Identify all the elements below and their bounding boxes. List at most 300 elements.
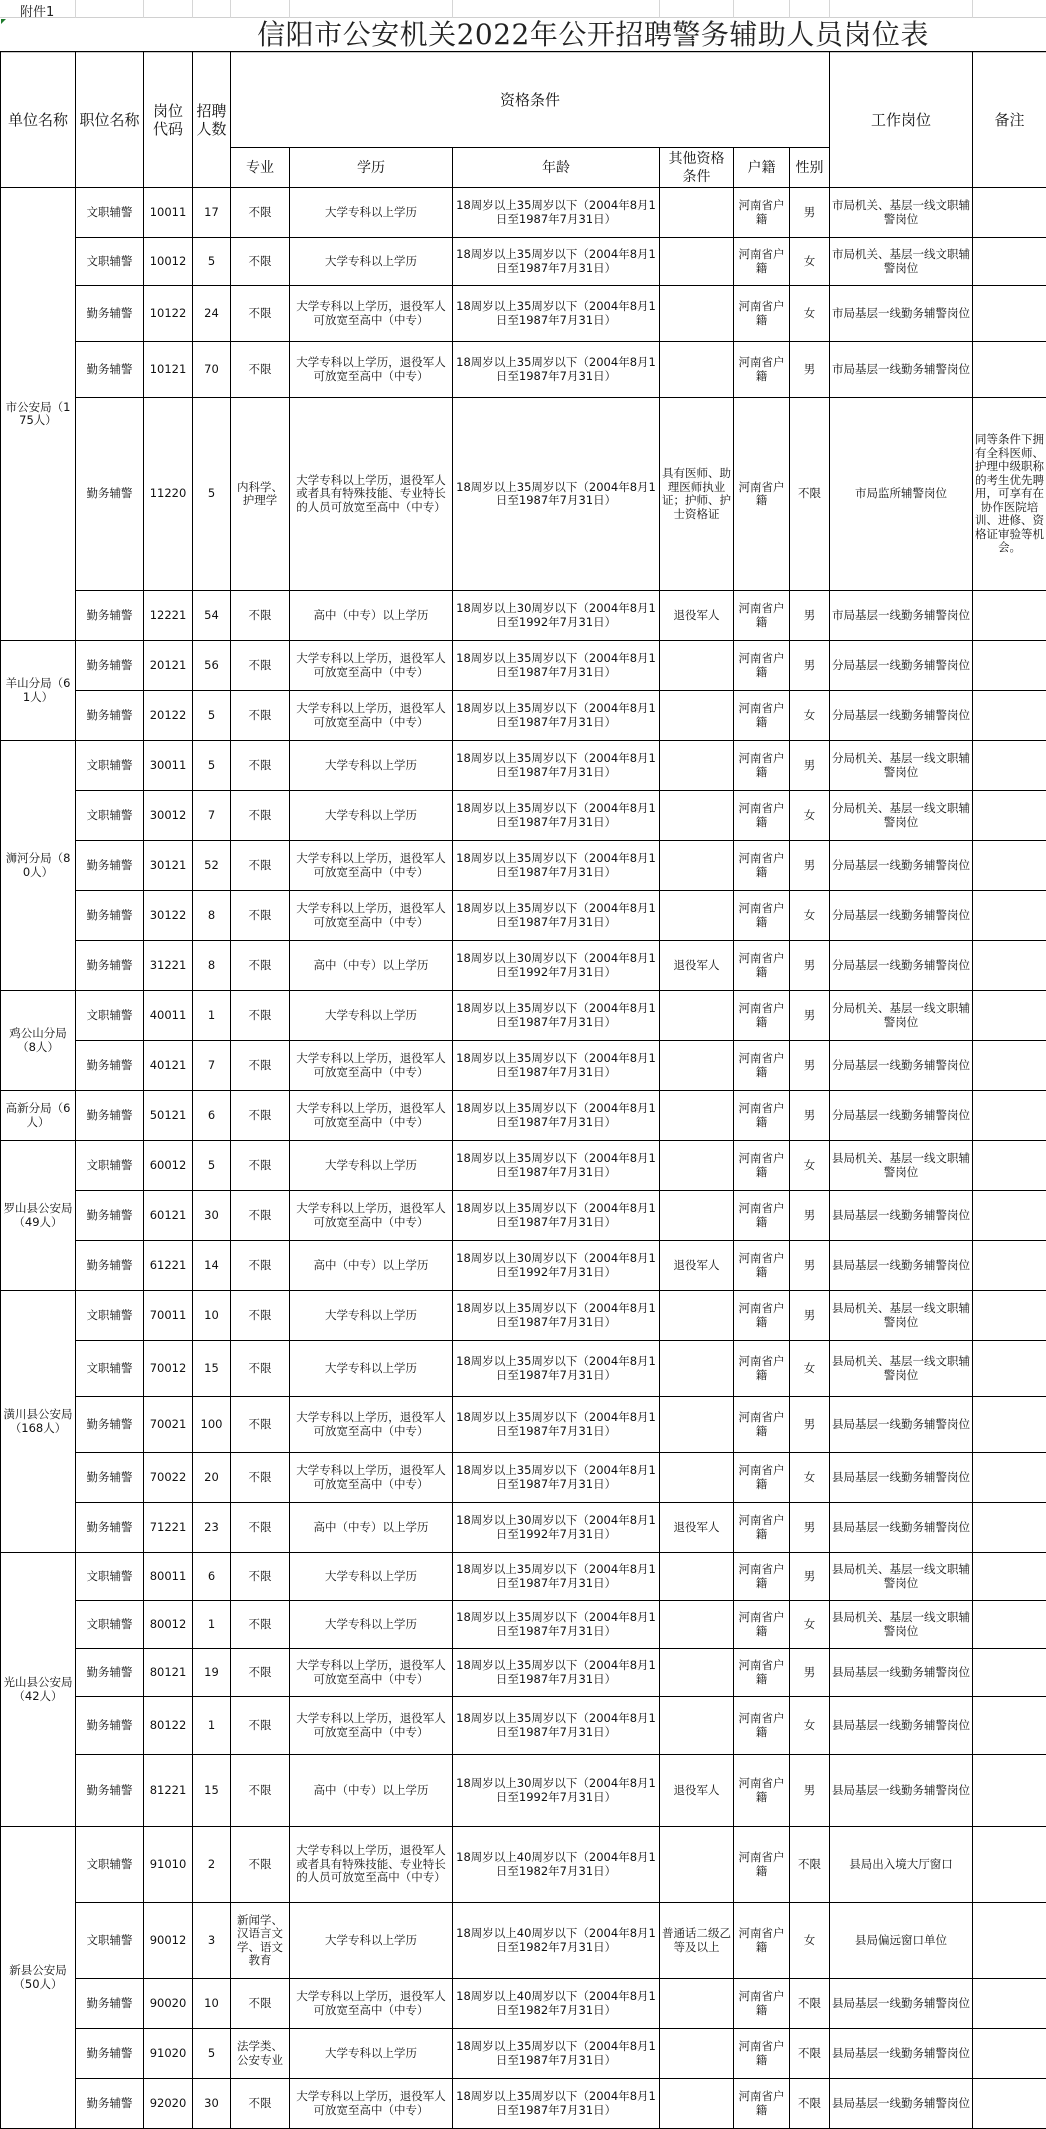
gender-cell[interactable]: 女 bbox=[790, 286, 830, 342]
other-qualification-cell[interactable] bbox=[660, 286, 734, 342]
major-cell[interactable]: 不限 bbox=[231, 188, 290, 238]
other-qualification-cell[interactable]: 具有医师、助理医师执业证；护师、护士资格证 bbox=[660, 398, 734, 591]
major-cell[interactable]: 不限 bbox=[231, 1191, 290, 1241]
position-code-cell[interactable]: 60121 bbox=[144, 1191, 193, 1241]
remarks-cell[interactable] bbox=[973, 1697, 1046, 1755]
hukou-cell[interactable]: 河南省户籍 bbox=[734, 286, 790, 342]
age-cell[interactable]: 18周岁以上35周岁以下（2004年8月1日至1987年7月31日） bbox=[453, 1649, 660, 1697]
other-qualification-cell[interactable] bbox=[660, 991, 734, 1041]
education-cell[interactable]: 高中（中专）以上学历 bbox=[290, 591, 453, 641]
hukou-cell[interactable]: 河南省户籍 bbox=[734, 1241, 790, 1291]
age-cell[interactable]: 18周岁以上35周岁以下（2004年8月1日至1987年7月31日） bbox=[453, 188, 660, 238]
gender-cell[interactable]: 男 bbox=[790, 1041, 830, 1091]
education-cell[interactable]: 大学专科以上学历 bbox=[290, 2029, 453, 2079]
position-code-cell[interactable]: 50121 bbox=[144, 1091, 193, 1141]
gender-cell[interactable]: 不限 bbox=[790, 2079, 830, 2129]
headcount-cell[interactable]: 1 bbox=[193, 991, 231, 1041]
unit-name-cell[interactable]: 潢川县公安局（168人） bbox=[1, 1291, 76, 1553]
remarks-cell[interactable] bbox=[973, 791, 1046, 841]
hukou-cell[interactable]: 河南省户籍 bbox=[734, 1553, 790, 1601]
age-cell[interactable]: 18周岁以上40周岁以下（2004年8月1日至1982年7月31日） bbox=[453, 1979, 660, 2029]
gender-cell[interactable]: 女 bbox=[790, 1341, 830, 1397]
other-qualification-cell[interactable] bbox=[660, 1091, 734, 1141]
position-code-cell[interactable]: 30012 bbox=[144, 791, 193, 841]
gender-cell[interactable]: 不限 bbox=[790, 398, 830, 591]
header-gender[interactable]: 性别 bbox=[790, 148, 830, 188]
position-name-cell[interactable]: 勤务辅警 bbox=[76, 841, 144, 891]
education-cell[interactable]: 大学专科以上学历，退役军人可放宽至高中（中专） bbox=[290, 1697, 453, 1755]
position-name-cell[interactable]: 勤务辅警 bbox=[76, 1191, 144, 1241]
gender-cell[interactable]: 女 bbox=[790, 1141, 830, 1191]
unit-name-cell[interactable]: 羊山分局（61人） bbox=[1, 641, 76, 741]
unit-name-cell[interactable]: 光山县公安局（42人） bbox=[1, 1553, 76, 1827]
age-cell[interactable]: 18周岁以上35周岁以下（2004年8月1日至1987年7月31日） bbox=[453, 2029, 660, 2079]
education-cell[interactable]: 大学专科以上学历 bbox=[290, 791, 453, 841]
position-name-cell[interactable]: 勤务辅警 bbox=[76, 591, 144, 641]
age-cell[interactable]: 18周岁以上35周岁以下（2004年8月1日至1987年7月31日） bbox=[453, 1091, 660, 1141]
age-cell[interactable]: 18周岁以上35周岁以下（2004年8月1日至1987年7月31日） bbox=[453, 741, 660, 791]
education-cell[interactable]: 大学专科以上学历，退役军人可放宽至高中（中专） bbox=[290, 691, 453, 741]
hukou-cell[interactable]: 河南省户籍 bbox=[734, 1041, 790, 1091]
gender-cell[interactable]: 男 bbox=[790, 342, 830, 398]
age-cell[interactable]: 18周岁以上35周岁以下（2004年8月1日至1987年7月31日） bbox=[453, 1291, 660, 1341]
work-post-cell[interactable]: 县局基层一线勤务辅警岗位 bbox=[830, 1191, 973, 1241]
work-post-cell[interactable]: 县局基层一线勤务辅警岗位 bbox=[830, 1697, 973, 1755]
gender-cell[interactable]: 男 bbox=[790, 188, 830, 238]
hukou-cell[interactable]: 河南省户籍 bbox=[734, 1827, 790, 1903]
major-cell[interactable]: 不限 bbox=[231, 1291, 290, 1341]
education-cell[interactable]: 大学专科以上学历 bbox=[290, 1601, 453, 1649]
major-cell[interactable]: 不限 bbox=[231, 741, 290, 791]
headcount-cell[interactable]: 6 bbox=[193, 1553, 231, 1601]
headcount-cell[interactable]: 1 bbox=[193, 1601, 231, 1649]
hukou-cell[interactable]: 河南省户籍 bbox=[734, 1755, 790, 1827]
position-name-cell[interactable]: 勤务辅警 bbox=[76, 1397, 144, 1453]
hukou-cell[interactable]: 河南省户籍 bbox=[734, 641, 790, 691]
education-cell[interactable]: 大学专科以上学历，退役军人可放宽至高中（中专） bbox=[290, 841, 453, 891]
remarks-cell[interactable] bbox=[973, 1191, 1046, 1241]
gender-cell[interactable]: 男 bbox=[790, 741, 830, 791]
major-cell[interactable]: 法学类、公安专业 bbox=[231, 2029, 290, 2079]
header-major[interactable]: 专业 bbox=[231, 148, 290, 188]
gender-cell[interactable]: 女 bbox=[790, 1453, 830, 1503]
work-post-cell[interactable]: 县局基层一线勤务辅警岗位 bbox=[830, 1397, 973, 1453]
header-education[interactable]: 学历 bbox=[290, 148, 453, 188]
major-cell[interactable]: 新闻学、汉语言文学、语文教育 bbox=[231, 1903, 290, 1979]
education-cell[interactable]: 大学专科以上学历 bbox=[290, 188, 453, 238]
remarks-cell[interactable] bbox=[973, 691, 1046, 741]
other-qualification-cell[interactable] bbox=[660, 2079, 734, 2129]
other-qualification-cell[interactable]: 退役军人 bbox=[660, 1755, 734, 1827]
gender-cell[interactable]: 女 bbox=[790, 791, 830, 841]
major-cell[interactable]: 不限 bbox=[231, 1503, 290, 1553]
position-code-cell[interactable]: 70011 bbox=[144, 1291, 193, 1341]
gender-cell[interactable]: 男 bbox=[790, 841, 830, 891]
gender-cell[interactable]: 男 bbox=[790, 941, 830, 991]
age-cell[interactable]: 18周岁以上35周岁以下（2004年8月1日至1987年7月31日） bbox=[453, 2079, 660, 2129]
remarks-cell[interactable] bbox=[973, 741, 1046, 791]
age-cell[interactable]: 18周岁以上35周岁以下（2004年8月1日至1987年7月31日） bbox=[453, 1141, 660, 1191]
work-post-cell[interactable]: 分局机关、基层一线文职辅警岗位 bbox=[830, 791, 973, 841]
major-cell[interactable]: 内科学、护理学 bbox=[231, 398, 290, 591]
position-code-cell[interactable]: 20122 bbox=[144, 691, 193, 741]
position-name-cell[interactable]: 文职辅警 bbox=[76, 741, 144, 791]
work-post-cell[interactable]: 分局基层一线勤务辅警岗位 bbox=[830, 941, 973, 991]
headcount-cell[interactable]: 5 bbox=[193, 741, 231, 791]
position-name-cell[interactable]: 勤务辅警 bbox=[76, 1041, 144, 1091]
position-code-cell[interactable]: 80011 bbox=[144, 1553, 193, 1601]
remarks-cell[interactable] bbox=[973, 1601, 1046, 1649]
major-cell[interactable]: 不限 bbox=[231, 342, 290, 398]
hukou-cell[interactable]: 河南省户籍 bbox=[734, 342, 790, 398]
unit-name-cell[interactable]: 高新分局（6人） bbox=[1, 1091, 76, 1141]
work-post-cell[interactable]: 县局基层一线勤务辅警岗位 bbox=[830, 1649, 973, 1697]
remarks-cell[interactable] bbox=[973, 641, 1046, 691]
position-name-cell[interactable]: 勤务辅警 bbox=[76, 2079, 144, 2129]
work-post-cell[interactable]: 县局基层一线勤务辅警岗位 bbox=[830, 2029, 973, 2079]
gender-cell[interactable]: 男 bbox=[790, 1755, 830, 1827]
education-cell[interactable]: 大学专科以上学历，退役军人或者具有特殊技能、专业特长的人员可放宽至高中（中专） bbox=[290, 398, 453, 591]
age-cell[interactable]: 18周岁以上35周岁以下（2004年8月1日至1987年7月31日） bbox=[453, 1397, 660, 1453]
hukou-cell[interactable]: 河南省户籍 bbox=[734, 991, 790, 1041]
age-cell[interactable]: 18周岁以上35周岁以下（2004年8月1日至1987年7月31日） bbox=[453, 641, 660, 691]
position-name-cell[interactable]: 文职辅警 bbox=[76, 991, 144, 1041]
gender-cell[interactable]: 不限 bbox=[790, 1979, 830, 2029]
headcount-cell[interactable]: 5 bbox=[193, 2029, 231, 2079]
hukou-cell[interactable]: 河南省户籍 bbox=[734, 741, 790, 791]
education-cell[interactable]: 高中（中专）以上学历 bbox=[290, 1241, 453, 1291]
position-code-cell[interactable]: 70012 bbox=[144, 1341, 193, 1397]
education-cell[interactable]: 大学专科以上学历，退役军人可放宽至高中（中专） bbox=[290, 1191, 453, 1241]
education-cell[interactable]: 大学专科以上学历 bbox=[290, 1553, 453, 1601]
position-code-cell[interactable]: 30122 bbox=[144, 891, 193, 941]
position-name-cell[interactable]: 勤务辅警 bbox=[76, 641, 144, 691]
position-code-cell[interactable]: 80122 bbox=[144, 1697, 193, 1755]
unit-name-cell[interactable]: 罗山县公安局（49人） bbox=[1, 1141, 76, 1291]
hukou-cell[interactable]: 河南省户籍 bbox=[734, 591, 790, 641]
major-cell[interactable]: 不限 bbox=[231, 841, 290, 891]
header-other[interactable]: 其他资格条件 bbox=[660, 148, 734, 188]
position-name-cell[interactable]: 文职辅警 bbox=[76, 1827, 144, 1903]
hukou-cell[interactable]: 河南省户籍 bbox=[734, 1979, 790, 2029]
position-code-cell[interactable]: 92020 bbox=[144, 2079, 193, 2129]
work-post-cell[interactable]: 分局基层一线勤务辅警岗位 bbox=[830, 891, 973, 941]
education-cell[interactable]: 大学专科以上学历，退役军人可放宽至高中（中专） bbox=[290, 641, 453, 691]
hukou-cell[interactable]: 河南省户籍 bbox=[734, 691, 790, 741]
position-name-cell[interactable]: 文职辅警 bbox=[76, 1553, 144, 1601]
major-cell[interactable]: 不限 bbox=[231, 1553, 290, 1601]
hukou-cell[interactable]: 河南省户籍 bbox=[734, 791, 790, 841]
major-cell[interactable]: 不限 bbox=[231, 1979, 290, 2029]
hukou-cell[interactable]: 河南省户籍 bbox=[734, 941, 790, 991]
major-cell[interactable]: 不限 bbox=[231, 1601, 290, 1649]
gender-cell[interactable]: 女 bbox=[790, 238, 830, 286]
major-cell[interactable]: 不限 bbox=[231, 991, 290, 1041]
position-code-cell[interactable]: 10121 bbox=[144, 342, 193, 398]
headcount-cell[interactable]: 5 bbox=[193, 398, 231, 591]
work-post-cell[interactable]: 县局基层一线勤务辅警岗位 bbox=[830, 1979, 973, 2029]
other-qualification-cell[interactable] bbox=[660, 791, 734, 841]
work-post-cell[interactable]: 分局机关、基层一线文职辅警岗位 bbox=[830, 991, 973, 1041]
major-cell[interactable]: 不限 bbox=[231, 1041, 290, 1091]
position-code-cell[interactable]: 11220 bbox=[144, 398, 193, 591]
work-post-cell[interactable]: 县局基层一线勤务辅警岗位 bbox=[830, 1241, 973, 1291]
remarks-cell[interactable] bbox=[973, 1553, 1046, 1601]
headcount-cell[interactable]: 30 bbox=[193, 2079, 231, 2129]
hukou-cell[interactable]: 河南省户籍 bbox=[734, 1191, 790, 1241]
work-post-cell[interactable]: 分局基层一线勤务辅警岗位 bbox=[830, 641, 973, 691]
headcount-cell[interactable]: 15 bbox=[193, 1755, 231, 1827]
work-post-cell[interactable]: 分局基层一线勤务辅警岗位 bbox=[830, 1041, 973, 1091]
header-unit[interactable]: 单位名称 bbox=[1, 52, 76, 188]
major-cell[interactable]: 不限 bbox=[231, 238, 290, 286]
other-qualification-cell[interactable]: 退役军人 bbox=[660, 941, 734, 991]
gender-cell[interactable]: 男 bbox=[790, 1291, 830, 1341]
major-cell[interactable]: 不限 bbox=[231, 1341, 290, 1397]
gender-cell[interactable]: 女 bbox=[790, 891, 830, 941]
other-qualification-cell[interactable] bbox=[660, 1553, 734, 1601]
headcount-cell[interactable]: 5 bbox=[193, 1141, 231, 1191]
headcount-cell[interactable]: 24 bbox=[193, 286, 231, 342]
gender-cell[interactable]: 男 bbox=[790, 1649, 830, 1697]
age-cell[interactable]: 18周岁以上35周岁以下（2004年8月1日至1987年7月31日） bbox=[453, 791, 660, 841]
work-post-cell[interactable]: 县局偏远窗口单位 bbox=[830, 1903, 973, 1979]
other-qualification-cell[interactable] bbox=[660, 1601, 734, 1649]
headcount-cell[interactable]: 7 bbox=[193, 1041, 231, 1091]
education-cell[interactable]: 高中（中专）以上学历 bbox=[290, 1755, 453, 1827]
remarks-cell[interactable]: 同等条件下拥有全科医师、护理中级职称的考生优先聘用，可享有在协作医院培训、进修、资格证审验等机会。 bbox=[973, 398, 1046, 591]
position-name-cell[interactable]: 勤务辅警 bbox=[76, 1649, 144, 1697]
other-qualification-cell[interactable] bbox=[660, 1291, 734, 1341]
other-qualification-cell[interactable] bbox=[660, 691, 734, 741]
position-name-cell[interactable]: 文职辅警 bbox=[76, 1601, 144, 1649]
major-cell[interactable]: 不限 bbox=[231, 891, 290, 941]
education-cell[interactable]: 高中（中专）以上学历 bbox=[290, 1503, 453, 1553]
position-name-cell[interactable]: 勤务辅警 bbox=[76, 398, 144, 591]
education-cell[interactable]: 大学专科以上学历，退役军人可放宽至高中（中专） bbox=[290, 2079, 453, 2129]
education-cell[interactable]: 大学专科以上学历 bbox=[290, 741, 453, 791]
headcount-cell[interactable]: 54 bbox=[193, 591, 231, 641]
remarks-cell[interactable] bbox=[973, 2079, 1046, 2129]
header-hukou[interactable]: 户籍 bbox=[734, 148, 790, 188]
position-code-cell[interactable]: 40121 bbox=[144, 1041, 193, 1091]
work-post-cell[interactable]: 市局机关、基层一线文职辅警岗位 bbox=[830, 188, 973, 238]
position-name-cell[interactable]: 勤务辅警 bbox=[76, 2029, 144, 2079]
position-code-cell[interactable]: 31221 bbox=[144, 941, 193, 991]
work-post-cell[interactable]: 县局机关、基层一线文职辅警岗位 bbox=[830, 1291, 973, 1341]
other-qualification-cell[interactable] bbox=[660, 1697, 734, 1755]
unit-name-cell[interactable]: 浉河分局（80人） bbox=[1, 741, 76, 991]
work-post-cell[interactable]: 市局监所辅警岗位 bbox=[830, 398, 973, 591]
position-name-cell[interactable]: 勤务辅警 bbox=[76, 1979, 144, 2029]
position-name-cell[interactable]: 勤务辅警 bbox=[76, 891, 144, 941]
remarks-cell[interactable] bbox=[973, 2029, 1046, 2079]
position-code-cell[interactable]: 70022 bbox=[144, 1453, 193, 1503]
education-cell[interactable]: 大学专科以上学历 bbox=[290, 238, 453, 286]
major-cell[interactable]: 不限 bbox=[231, 1453, 290, 1503]
age-cell[interactable]: 18周岁以上35周岁以下（2004年8月1日至1987年7月31日） bbox=[453, 1601, 660, 1649]
work-post-cell[interactable]: 市局基层一线勤务辅警岗位 bbox=[830, 591, 973, 641]
gender-cell[interactable]: 男 bbox=[790, 591, 830, 641]
header-work-post[interactable]: 工作岗位 bbox=[830, 52, 973, 188]
age-cell[interactable]: 18周岁以上35周岁以下（2004年8月1日至1987年7月31日） bbox=[453, 1041, 660, 1091]
age-cell[interactable]: 18周岁以上35周岁以下（2004年8月1日至1987年7月31日） bbox=[453, 1191, 660, 1241]
gender-cell[interactable]: 男 bbox=[790, 1503, 830, 1553]
remarks-cell[interactable] bbox=[973, 342, 1046, 398]
hukou-cell[interactable]: 河南省户籍 bbox=[734, 891, 790, 941]
remarks-cell[interactable] bbox=[973, 1979, 1046, 2029]
other-qualification-cell[interactable] bbox=[660, 188, 734, 238]
header-qualifications[interactable]: 资格条件 bbox=[231, 52, 830, 148]
work-post-cell[interactable]: 县局机关、基层一线文职辅警岗位 bbox=[830, 1141, 973, 1191]
other-qualification-cell[interactable] bbox=[660, 1191, 734, 1241]
remarks-cell[interactable] bbox=[973, 1397, 1046, 1453]
remarks-cell[interactable] bbox=[973, 1453, 1046, 1503]
work-post-cell[interactable]: 县局基层一线勤务辅警岗位 bbox=[830, 1453, 973, 1503]
position-name-cell[interactable]: 勤务辅警 bbox=[76, 1755, 144, 1827]
major-cell[interactable]: 不限 bbox=[231, 1649, 290, 1697]
other-qualification-cell[interactable] bbox=[660, 1141, 734, 1191]
position-name-cell[interactable]: 勤务辅警 bbox=[76, 1091, 144, 1141]
major-cell[interactable]: 不限 bbox=[231, 1091, 290, 1141]
headcount-cell[interactable]: 56 bbox=[193, 641, 231, 691]
gender-cell[interactable]: 男 bbox=[790, 1397, 830, 1453]
age-cell[interactable]: 18周岁以上35周岁以下（2004年8月1日至1987年7月31日） bbox=[453, 1697, 660, 1755]
gender-cell[interactable]: 女 bbox=[790, 691, 830, 741]
remarks-cell[interactable] bbox=[973, 1041, 1046, 1091]
remarks-cell[interactable] bbox=[973, 1903, 1046, 1979]
work-post-cell[interactable]: 县局基层一线勤务辅警岗位 bbox=[830, 2079, 973, 2129]
work-post-cell[interactable]: 市局基层一线勤务辅警岗位 bbox=[830, 286, 973, 342]
remarks-cell[interactable] bbox=[973, 591, 1046, 641]
age-cell[interactable]: 18周岁以上30周岁以下（2004年8月1日至1992年7月31日） bbox=[453, 1241, 660, 1291]
position-code-cell[interactable]: 20121 bbox=[144, 641, 193, 691]
remarks-cell[interactable] bbox=[973, 1341, 1046, 1397]
headcount-cell[interactable]: 15 bbox=[193, 1341, 231, 1397]
other-qualification-cell[interactable] bbox=[660, 1397, 734, 1453]
major-cell[interactable]: 不限 bbox=[231, 1241, 290, 1291]
age-cell[interactable]: 18周岁以上35周岁以下（2004年8月1日至1987年7月31日） bbox=[453, 991, 660, 1041]
work-post-cell[interactable]: 市局机关、基层一线文职辅警岗位 bbox=[830, 238, 973, 286]
hukou-cell[interactable]: 河南省户籍 bbox=[734, 238, 790, 286]
header-headcount[interactable]: 招聘人数 bbox=[193, 52, 231, 188]
major-cell[interactable]: 不限 bbox=[231, 791, 290, 841]
attachment-label[interactable]: 附件1 bbox=[20, 1, 54, 20]
remarks-cell[interactable] bbox=[973, 1241, 1046, 1291]
position-code-cell[interactable]: 90012 bbox=[144, 1903, 193, 1979]
headcount-cell[interactable]: 3 bbox=[193, 1903, 231, 1979]
headcount-cell[interactable]: 17 bbox=[193, 188, 231, 238]
work-post-cell[interactable]: 县局出入境大厅窗口 bbox=[830, 1827, 973, 1903]
headcount-cell[interactable]: 8 bbox=[193, 941, 231, 991]
education-cell[interactable]: 大学专科以上学历，退役军人或者具有特殊技能、专业特长的人员可放宽至高中（中专） bbox=[290, 1827, 453, 1903]
gender-cell[interactable]: 不限 bbox=[790, 1827, 830, 1903]
education-cell[interactable]: 大学专科以上学历，退役军人可放宽至高中（中专） bbox=[290, 342, 453, 398]
position-name-cell[interactable]: 勤务辅警 bbox=[76, 1241, 144, 1291]
position-name-cell[interactable]: 文职辅警 bbox=[76, 1291, 144, 1341]
other-qualification-cell[interactable] bbox=[660, 2029, 734, 2079]
header-age[interactable]: 年龄 bbox=[453, 148, 660, 188]
education-cell[interactable]: 大学专科以上学历 bbox=[290, 1903, 453, 1979]
education-cell[interactable]: 大学专科以上学历，退役军人可放宽至高中（中专） bbox=[290, 1091, 453, 1141]
education-cell[interactable]: 大学专科以上学历 bbox=[290, 1141, 453, 1191]
gender-cell[interactable]: 男 bbox=[790, 1553, 830, 1601]
other-qualification-cell[interactable] bbox=[660, 1649, 734, 1697]
position-name-cell[interactable]: 勤务辅警 bbox=[76, 342, 144, 398]
gender-cell[interactable]: 男 bbox=[790, 991, 830, 1041]
position-code-cell[interactable]: 30121 bbox=[144, 841, 193, 891]
position-name-cell[interactable]: 文职辅警 bbox=[76, 1903, 144, 1979]
position-code-cell[interactable]: 10011 bbox=[144, 188, 193, 238]
education-cell[interactable]: 大学专科以上学历，退役军人可放宽至高中（中专） bbox=[290, 1979, 453, 2029]
education-cell[interactable]: 大学专科以上学历，退役军人可放宽至高中（中专） bbox=[290, 286, 453, 342]
other-qualification-cell[interactable] bbox=[660, 1979, 734, 2029]
position-code-cell[interactable]: 80121 bbox=[144, 1649, 193, 1697]
other-qualification-cell[interactable] bbox=[660, 891, 734, 941]
hukou-cell[interactable]: 河南省户籍 bbox=[734, 398, 790, 591]
other-qualification-cell[interactable] bbox=[660, 342, 734, 398]
gender-cell[interactable]: 女 bbox=[790, 1697, 830, 1755]
work-post-cell[interactable]: 县局机关、基层一线文职辅警岗位 bbox=[830, 1553, 973, 1601]
major-cell[interactable]: 不限 bbox=[231, 591, 290, 641]
position-code-cell[interactable]: 40011 bbox=[144, 991, 193, 1041]
other-qualification-cell[interactable] bbox=[660, 741, 734, 791]
hukou-cell[interactable]: 河南省户籍 bbox=[734, 1649, 790, 1697]
position-name-cell[interactable]: 勤务辅警 bbox=[76, 691, 144, 741]
work-post-cell[interactable]: 分局基层一线勤务辅警岗位 bbox=[830, 691, 973, 741]
gender-cell[interactable]: 男 bbox=[790, 1241, 830, 1291]
hukou-cell[interactable]: 河南省户籍 bbox=[734, 1601, 790, 1649]
hukou-cell[interactable]: 河南省户籍 bbox=[734, 1397, 790, 1453]
major-cell[interactable]: 不限 bbox=[231, 1141, 290, 1191]
major-cell[interactable]: 不限 bbox=[231, 691, 290, 741]
hukou-cell[interactable]: 河南省户籍 bbox=[734, 1503, 790, 1553]
education-cell[interactable]: 大学专科以上学历，退役军人可放宽至高中（中专） bbox=[290, 1649, 453, 1697]
remarks-cell[interactable] bbox=[973, 841, 1046, 891]
remarks-cell[interactable] bbox=[973, 991, 1046, 1041]
gender-cell[interactable]: 男 bbox=[790, 1091, 830, 1141]
headcount-cell[interactable]: 8 bbox=[193, 891, 231, 941]
unit-name-cell[interactable]: 鸡公山分局（8人） bbox=[1, 991, 76, 1091]
age-cell[interactable]: 18周岁以上35周岁以下（2004年8月1日至1987年7月31日） bbox=[453, 342, 660, 398]
other-qualification-cell[interactable] bbox=[660, 1453, 734, 1503]
hukou-cell[interactable]: 河南省户籍 bbox=[734, 841, 790, 891]
position-code-cell[interactable]: 10012 bbox=[144, 238, 193, 286]
hukou-cell[interactable]: 河南省户籍 bbox=[734, 1903, 790, 1979]
headcount-cell[interactable]: 1 bbox=[193, 1697, 231, 1755]
position-name-cell[interactable]: 勤务辅警 bbox=[76, 1503, 144, 1553]
hukou-cell[interactable]: 河南省户籍 bbox=[734, 1341, 790, 1397]
age-cell[interactable]: 18周岁以上30周岁以下（2004年8月1日至1992年7月31日） bbox=[453, 1755, 660, 1827]
major-cell[interactable]: 不限 bbox=[231, 1697, 290, 1755]
position-code-cell[interactable]: 60012 bbox=[144, 1141, 193, 1191]
age-cell[interactable]: 18周岁以上30周岁以下（2004年8月1日至1992年7月31日） bbox=[453, 591, 660, 641]
gender-cell[interactable]: 女 bbox=[790, 1903, 830, 1979]
position-name-cell[interactable]: 文职辅警 bbox=[76, 791, 144, 841]
hukou-cell[interactable]: 河南省户籍 bbox=[734, 1091, 790, 1141]
position-name-cell[interactable]: 文职辅警 bbox=[76, 188, 144, 238]
remarks-cell[interactable] bbox=[973, 1291, 1046, 1341]
position-name-cell[interactable]: 勤务辅警 bbox=[76, 286, 144, 342]
remarks-cell[interactable] bbox=[973, 1649, 1046, 1697]
sheet-title[interactable] bbox=[0, 18, 1046, 52]
other-qualification-cell[interactable]: 退役军人 bbox=[660, 591, 734, 641]
education-cell[interactable]: 高中（中专）以上学历 bbox=[290, 941, 453, 991]
other-qualification-cell[interactable] bbox=[660, 1041, 734, 1091]
remarks-cell[interactable] bbox=[973, 238, 1046, 286]
remarks-cell[interactable] bbox=[973, 188, 1046, 238]
header-position-code[interactable]: 岗位代码 bbox=[144, 52, 193, 188]
